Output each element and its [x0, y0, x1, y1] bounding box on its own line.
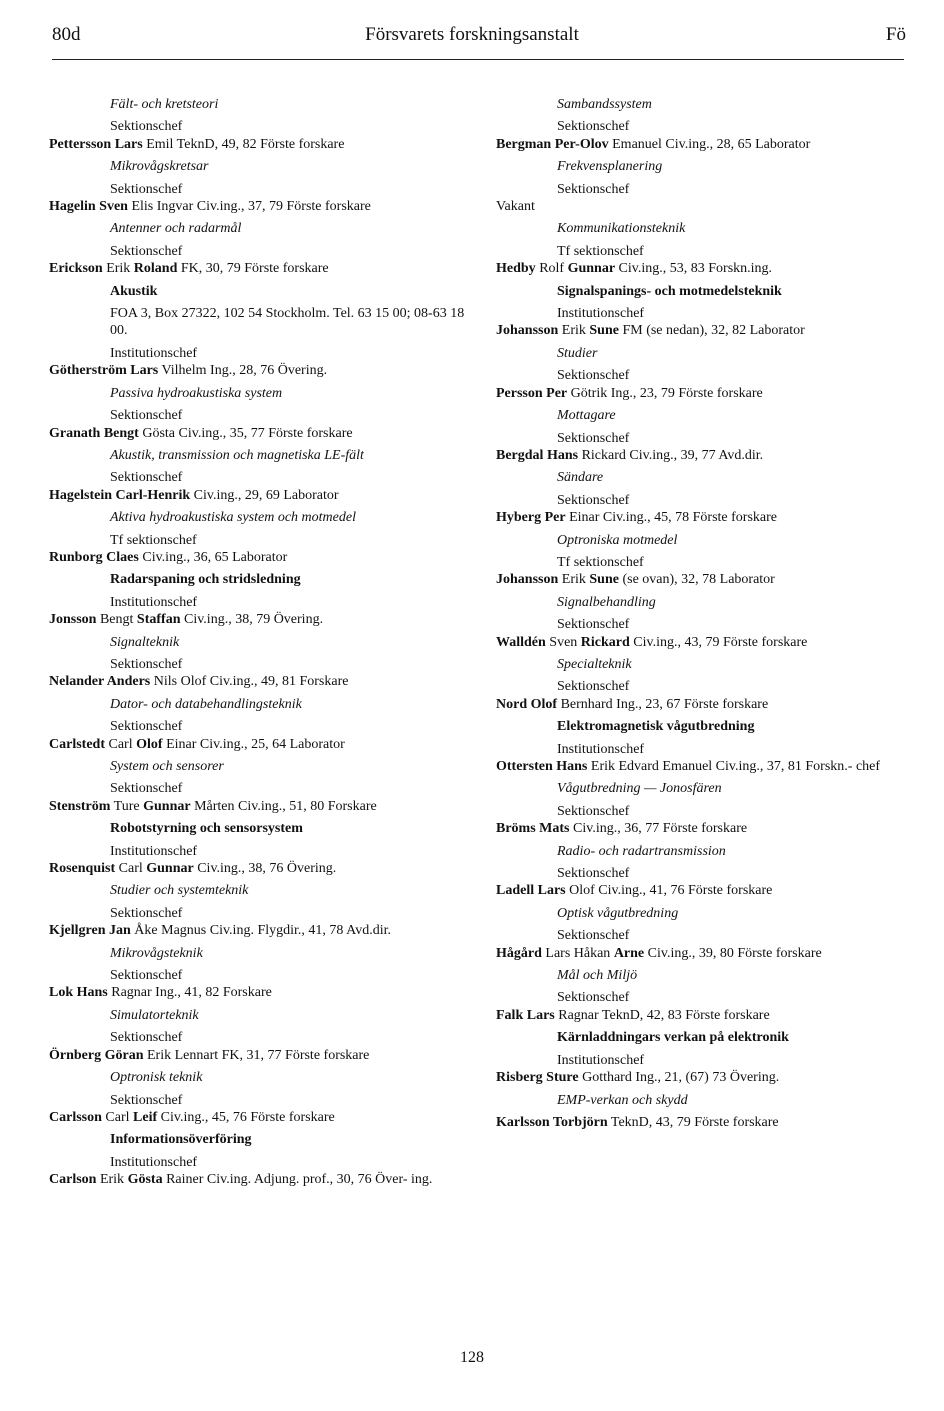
position-title: Sektionschef — [110, 656, 183, 672]
person-details: Civ.ing., 53, 83 Forskn.ing. — [615, 261, 773, 277]
person-entry — [496, 696, 906, 713]
person-entry — [49, 1047, 471, 1064]
person-name-bold: Hyberg Per — [496, 510, 566, 526]
position-title: Sektionschef — [110, 243, 183, 259]
person-details: Civ.ing., 38, 79 Övering. — [180, 612, 324, 628]
directory-entry — [49, 509, 471, 566]
person-details: Civ.ing., 39, 80 Förste forskare — [644, 945, 822, 961]
person-details: Civ.ing., 45, 76 Förste forskare — [157, 1109, 335, 1125]
person-entry — [496, 198, 906, 215]
position-title: Sektionschef — [557, 990, 630, 1006]
person-name-bold: Rickard — [580, 634, 630, 650]
section-heading: Frekvensplanering — [557, 159, 663, 175]
person-entry — [49, 673, 471, 690]
directory-entry — [496, 1029, 906, 1086]
section-heading: Akustik, transmission och magnetiska LE-fält — [110, 447, 364, 463]
person-entry — [49, 1109, 471, 1126]
position-title: Sektionschef — [110, 781, 183, 797]
position-title: Sektionschef — [557, 617, 630, 633]
person-details: Carl — [115, 861, 147, 877]
position-title: Tf sektionschef — [557, 243, 644, 259]
person-name-bold: Runborg Claes — [49, 549, 139, 565]
person-details: Civ.ing., 36, 77 Förste forskare — [569, 821, 748, 837]
person-entry — [496, 136, 906, 153]
section-heading: Simulatorteknik — [110, 1007, 199, 1023]
section-heading: Antenner och radarmål — [110, 221, 242, 237]
section-heading: Optronisk teknik — [110, 1070, 203, 1086]
person-name-bold: Olof — [136, 736, 163, 752]
person-name-bold: Karlsson Torbjörn — [496, 1114, 608, 1130]
directory-entry — [49, 447, 471, 504]
person-name-bold: Gösta — [127, 1172, 163, 1188]
person-name-bold: Gunnar — [143, 798, 191, 814]
person-entry — [49, 260, 471, 277]
institution-heading: Radarspaning och stridsledning — [110, 572, 301, 588]
directory-entry — [496, 469, 906, 526]
directory-entry — [49, 385, 471, 442]
position-title: Sektionschef — [557, 181, 630, 197]
person-entry — [49, 425, 471, 442]
position-title: Sektionschef — [110, 1092, 183, 1108]
section-heading: Optisk vågutbredning — [557, 905, 679, 921]
section-heading: Signalbehandling — [557, 594, 656, 610]
person-details: Gösta Civ.ing., 35, 77 Förste forskare — [138, 425, 353, 441]
person-name-bold: Gunnar — [146, 861, 194, 877]
section-heading: Mottagare — [557, 408, 616, 424]
directory-entry — [496, 407, 906, 464]
section-heading: EMP-verkan och skydd — [557, 1092, 688, 1108]
person-name-bold: Kjellgren Jan — [49, 923, 131, 939]
person-name-bold: Bergdal Hans — [496, 447, 579, 463]
person-name-bold: Sune — [589, 323, 619, 339]
person-name-bold: Jonsson — [49, 612, 97, 628]
position-title: Institutionschef — [110, 843, 198, 859]
institution-heading: Informationsöverföring — [110, 1132, 252, 1148]
position-title: Sektionschef — [110, 1030, 183, 1046]
directory-entry — [496, 780, 906, 837]
directory-entry — [49, 758, 471, 815]
section-heading: Dator- och databehandlingsteknik — [110, 696, 302, 712]
person-entry — [496, 820, 906, 837]
person-name-bold: Granath Bengt — [49, 425, 139, 441]
person-details: Sven — [545, 634, 581, 650]
institution-heading: Signalspanings- och motmedelsteknik — [557, 283, 782, 299]
person-entry — [49, 922, 471, 939]
person-details: Lars Håkan — [541, 945, 614, 961]
directory-entry — [49, 696, 471, 753]
section-heading: Aktiva hydroakustiska system och motmedel — [110, 510, 356, 526]
directory-entry — [49, 1069, 471, 1126]
person-name-bold: Götherström Lars — [49, 363, 159, 379]
position-title: Sektionschef — [110, 968, 183, 984]
section-heading: Sändare — [557, 470, 604, 486]
person-entry — [49, 860, 471, 877]
person-name-bold: Johansson — [496, 323, 559, 339]
person-entry — [49, 611, 471, 628]
position-title: Sektionschef — [557, 430, 630, 446]
person-name-bold: Nelander Anders — [49, 674, 151, 690]
position-title: Sektionschef — [557, 928, 630, 944]
person-entry — [496, 634, 906, 651]
person-entry — [496, 1069, 906, 1086]
person-name-bold: Bergman Per-Olov — [496, 136, 609, 152]
position-title: Sektionschef — [110, 408, 183, 424]
running-head-title: Försvarets forskningsanstalt — [365, 24, 579, 45]
person-entry — [496, 882, 906, 899]
person-details: (se ovan), 32, 78 Laborator — [618, 572, 775, 588]
person-name-bold: Roland — [133, 261, 178, 277]
directory-entry — [496, 718, 906, 775]
section-heading: Specialteknik — [557, 656, 632, 672]
person-name-bold: Nord Olof — [496, 696, 558, 712]
directory-entry — [496, 594, 906, 651]
person-details: Mårten Civ.ing., 51, 80 Forskare — [190, 798, 377, 814]
person-details: Emanuel Civ.ing., 28, 65 Laborator — [608, 136, 811, 152]
person-name-bold: Walldén — [496, 634, 546, 650]
person-details: Civ.ing., 38, 76 Övering. — [193, 861, 337, 877]
position-title: Institutionschef — [110, 594, 198, 610]
position-title: Sektionschef — [557, 679, 630, 695]
position-title: Institutionschef — [110, 345, 198, 361]
person-details: Erik Lennart FK, 31, 77 Förste forskare — [143, 1047, 370, 1063]
person-name-bold: Johansson — [496, 572, 559, 588]
person-entry — [496, 509, 906, 526]
person-name-bold: Risberg Sture — [496, 1070, 579, 1086]
directory-entry — [496, 283, 906, 340]
person-details: Bernhard Ing., 23, 67 Förste forskare — [557, 696, 769, 712]
position-title: Sektionschef — [557, 866, 630, 882]
person-details: Gotthard Ing., 21, (67) 73 Övering. — [578, 1070, 780, 1086]
section-heading: Kommunikationsteknik — [557, 221, 686, 237]
person-entry — [496, 385, 906, 402]
position-title: Tf sektionschef — [557, 554, 644, 570]
person-details: Einar Civ.ing., 45, 78 Förste forskare — [565, 510, 777, 526]
person-details: Erik — [96, 1172, 128, 1188]
section-heading: Optroniska motmedel — [557, 532, 678, 548]
person-details: Civ.ing., 43, 79 Förste forskare — [629, 634, 808, 650]
person-name-bold: Hågård — [496, 945, 542, 961]
person-details: Rolf — [535, 261, 568, 277]
section-heading: Sambandssystem — [557, 97, 652, 112]
position-title: Institutionschef — [110, 1154, 198, 1170]
person-details: TeknD, 43, 79 Förste forskare — [607, 1114, 779, 1130]
person-name-bold: Ladell Lars — [496, 883, 566, 899]
person-name-bold: Lok Hans — [49, 985, 108, 1001]
person-details: Ture — [110, 798, 144, 814]
directory-entry — [49, 158, 471, 215]
directory-entry — [496, 158, 906, 215]
person-name-bold: Stenström — [49, 798, 111, 814]
person-entry — [49, 549, 471, 566]
section-heading: Mål och Miljö — [557, 968, 638, 984]
position-title: Institutionschef — [557, 741, 645, 757]
person-entry — [49, 798, 471, 815]
person-name-bold: Pettersson Lars — [49, 136, 143, 152]
directory-entry — [496, 967, 906, 1024]
directory-entry — [49, 283, 471, 380]
header-rule — [52, 59, 904, 60]
position-title: Sektionschef — [110, 119, 183, 135]
person-name-bold: Staffan — [136, 612, 181, 628]
person-entry — [496, 1114, 906, 1131]
directory-entry — [49, 571, 471, 628]
position-title: Sektionschef — [557, 492, 630, 508]
person-name-bold: Erickson — [49, 261, 103, 277]
person-details: Civ.ing., 36, 65 Laborator — [138, 549, 288, 565]
directory-entry — [496, 96, 906, 153]
person-name-bold: Arne — [613, 945, 645, 961]
section-heading: Mikrovågsteknik — [110, 945, 203, 961]
directory-entry — [49, 1007, 471, 1064]
directory-entry — [496, 656, 906, 713]
person-name-bold: Sune — [589, 572, 619, 588]
person-name-bold: Carlsson — [49, 1109, 102, 1125]
section-heading: Studier — [557, 345, 598, 361]
directory-entry — [49, 1131, 471, 1188]
person-name-bold: Carlstedt — [49, 736, 105, 752]
person-name-bold: Leif — [133, 1109, 158, 1125]
person-details: Carl — [105, 736, 137, 752]
person-details: FM (se nedan), 32, 82 Laborator — [618, 323, 805, 339]
person-entry — [496, 260, 906, 277]
directory-entry — [49, 634, 471, 691]
institution-heading: Akustik — [110, 283, 158, 299]
directory-entry — [49, 882, 471, 939]
person-details: Vakant — [496, 199, 535, 215]
directory-entry — [49, 220, 471, 277]
person-details: Erik Edvard Emanuel Civ.ing., 37, 81 Forskn.- chef — [587, 759, 881, 774]
person-details: Vilhelm Ing., 28, 76 Övering. — [158, 363, 328, 379]
person-details: Carl — [101, 1109, 134, 1125]
person-details: Civ.ing., 29, 69 Laborator — [190, 487, 339, 503]
running-head-abbrev: Fö — [885, 24, 906, 45]
person-details: Åke Magnus Civ.ing. Flygdir., 41, 78 Avd.dir. — [130, 923, 391, 939]
person-details: Rainer Civ.ing. Adjung. prof., 30, 76 Över- ing. — [162, 1172, 433, 1188]
person-entry — [496, 758, 906, 775]
section-heading: Mikrovågskretsar — [110, 159, 209, 175]
directory-entry — [496, 1092, 906, 1132]
person-details: Emil TeknD, 49, 82 Förste forskare — [142, 136, 345, 152]
position-title: Institutionschef — [557, 1052, 645, 1068]
person-entry — [496, 571, 906, 588]
person-details: FK, 30, 79 Förste forskare — [177, 261, 329, 277]
directory-entry — [496, 843, 906, 900]
person-name-bold: Gunnar — [567, 261, 616, 277]
section-heading: Vågutbredning — Jonosfären — [557, 781, 722, 797]
person-name-bold: Persson Per — [496, 385, 568, 401]
left-column — [49, 96, 471, 1194]
directory-entry — [496, 345, 906, 402]
person-details: Rickard Civ.ing., 39, 77 Avd.dir. — [578, 447, 764, 463]
person-entry — [496, 322, 906, 339]
position-title: Sektionschef — [557, 803, 630, 819]
person-details: Erik — [558, 572, 590, 588]
person-entry — [496, 945, 906, 962]
person-entry — [496, 1007, 906, 1024]
directory-entry — [49, 820, 471, 877]
person-details: Nils Olof Civ.ing., 49, 81 Forskare — [150, 674, 349, 690]
person-entry — [49, 487, 471, 504]
person-details: Bengt — [96, 612, 137, 628]
position-title: Sektionschef — [110, 905, 183, 921]
section-heading: Fält- och kretsteori — [110, 97, 219, 112]
running-head-section: 80d — [52, 24, 81, 45]
person-entry — [49, 198, 471, 215]
directory-entry — [49, 96, 471, 153]
right-column — [496, 96, 906, 1136]
person-details: Erik — [558, 323, 590, 339]
position-title: Institutionschef — [557, 306, 645, 322]
position-title: Tf sektionschef — [110, 532, 197, 548]
person-name-bold: Ottersten Hans — [496, 759, 588, 774]
institution-heading: Kärnladdningars verkan på elektronik — [557, 1030, 789, 1046]
position-title: Sektionschef — [110, 719, 183, 735]
page-number: 128 — [460, 1349, 484, 1366]
person-name-bold: Bröms Mats — [496, 821, 570, 837]
person-name-bold: Falk Lars — [496, 1007, 555, 1023]
position-title: Sektionschef — [110, 470, 183, 486]
person-details: Einar Civ.ing., 25, 64 Laborator — [162, 736, 345, 752]
directory-entry — [49, 945, 471, 1002]
person-details: Olof Civ.ing., 41, 76 Förste forskare — [565, 883, 773, 899]
person-entry — [49, 736, 471, 753]
person-entry — [49, 136, 471, 153]
position-title: Sektionschef — [557, 119, 630, 135]
institution-heading: Robotstyrning och sensorsystem — [110, 821, 303, 837]
directory-entry — [496, 220, 906, 277]
person-name-bold: Hagelstein Carl-Henrik — [49, 487, 191, 503]
position-title: Sektionschef — [557, 368, 630, 384]
person-entry — [49, 984, 471, 1001]
institution-address: FOA 3, Box 27322, 102 54 Stockholm. Tel. 63 15 00; 08-63 18 00. — [110, 306, 465, 339]
position-title: Sektionschef — [110, 181, 183, 197]
section-heading: Radio- och radartransmission — [557, 843, 726, 859]
person-entry — [496, 447, 906, 464]
person-details: Ragnar Ing., 41, 82 Forskare — [107, 985, 272, 1001]
section-heading: Studier och systemteknik — [110, 883, 249, 899]
person-name-bold: Carlson — [49, 1172, 97, 1188]
person-details: Götrik Ing., 23, 79 Förste forskare — [567, 385, 763, 401]
directory-entry — [496, 532, 906, 589]
section-heading: System och sensorer — [110, 759, 224, 774]
institution-heading: Elektromagnetisk vågutbredning — [557, 719, 755, 735]
directory-entry — [496, 905, 906, 962]
section-heading: Signalteknik — [110, 634, 180, 650]
person-entry — [49, 362, 471, 379]
person-details: Ragnar TeknD, 42, 83 Förste forskare — [554, 1007, 770, 1023]
person-details: Erik — [102, 261, 134, 277]
person-name-bold: Hagelin Sven — [49, 199, 128, 215]
person-details: Elis Ingvar Civ.ing., 37, 79 Förste forskare — [127, 199, 371, 215]
section-heading: Passiva hydroakustiska system — [110, 385, 283, 401]
person-name-bold: Hedby — [496, 261, 536, 277]
person-name-bold: Rosenquist — [49, 861, 116, 877]
person-entry — [49, 1171, 471, 1188]
person-name-bold: Örnberg Göran — [49, 1047, 144, 1063]
